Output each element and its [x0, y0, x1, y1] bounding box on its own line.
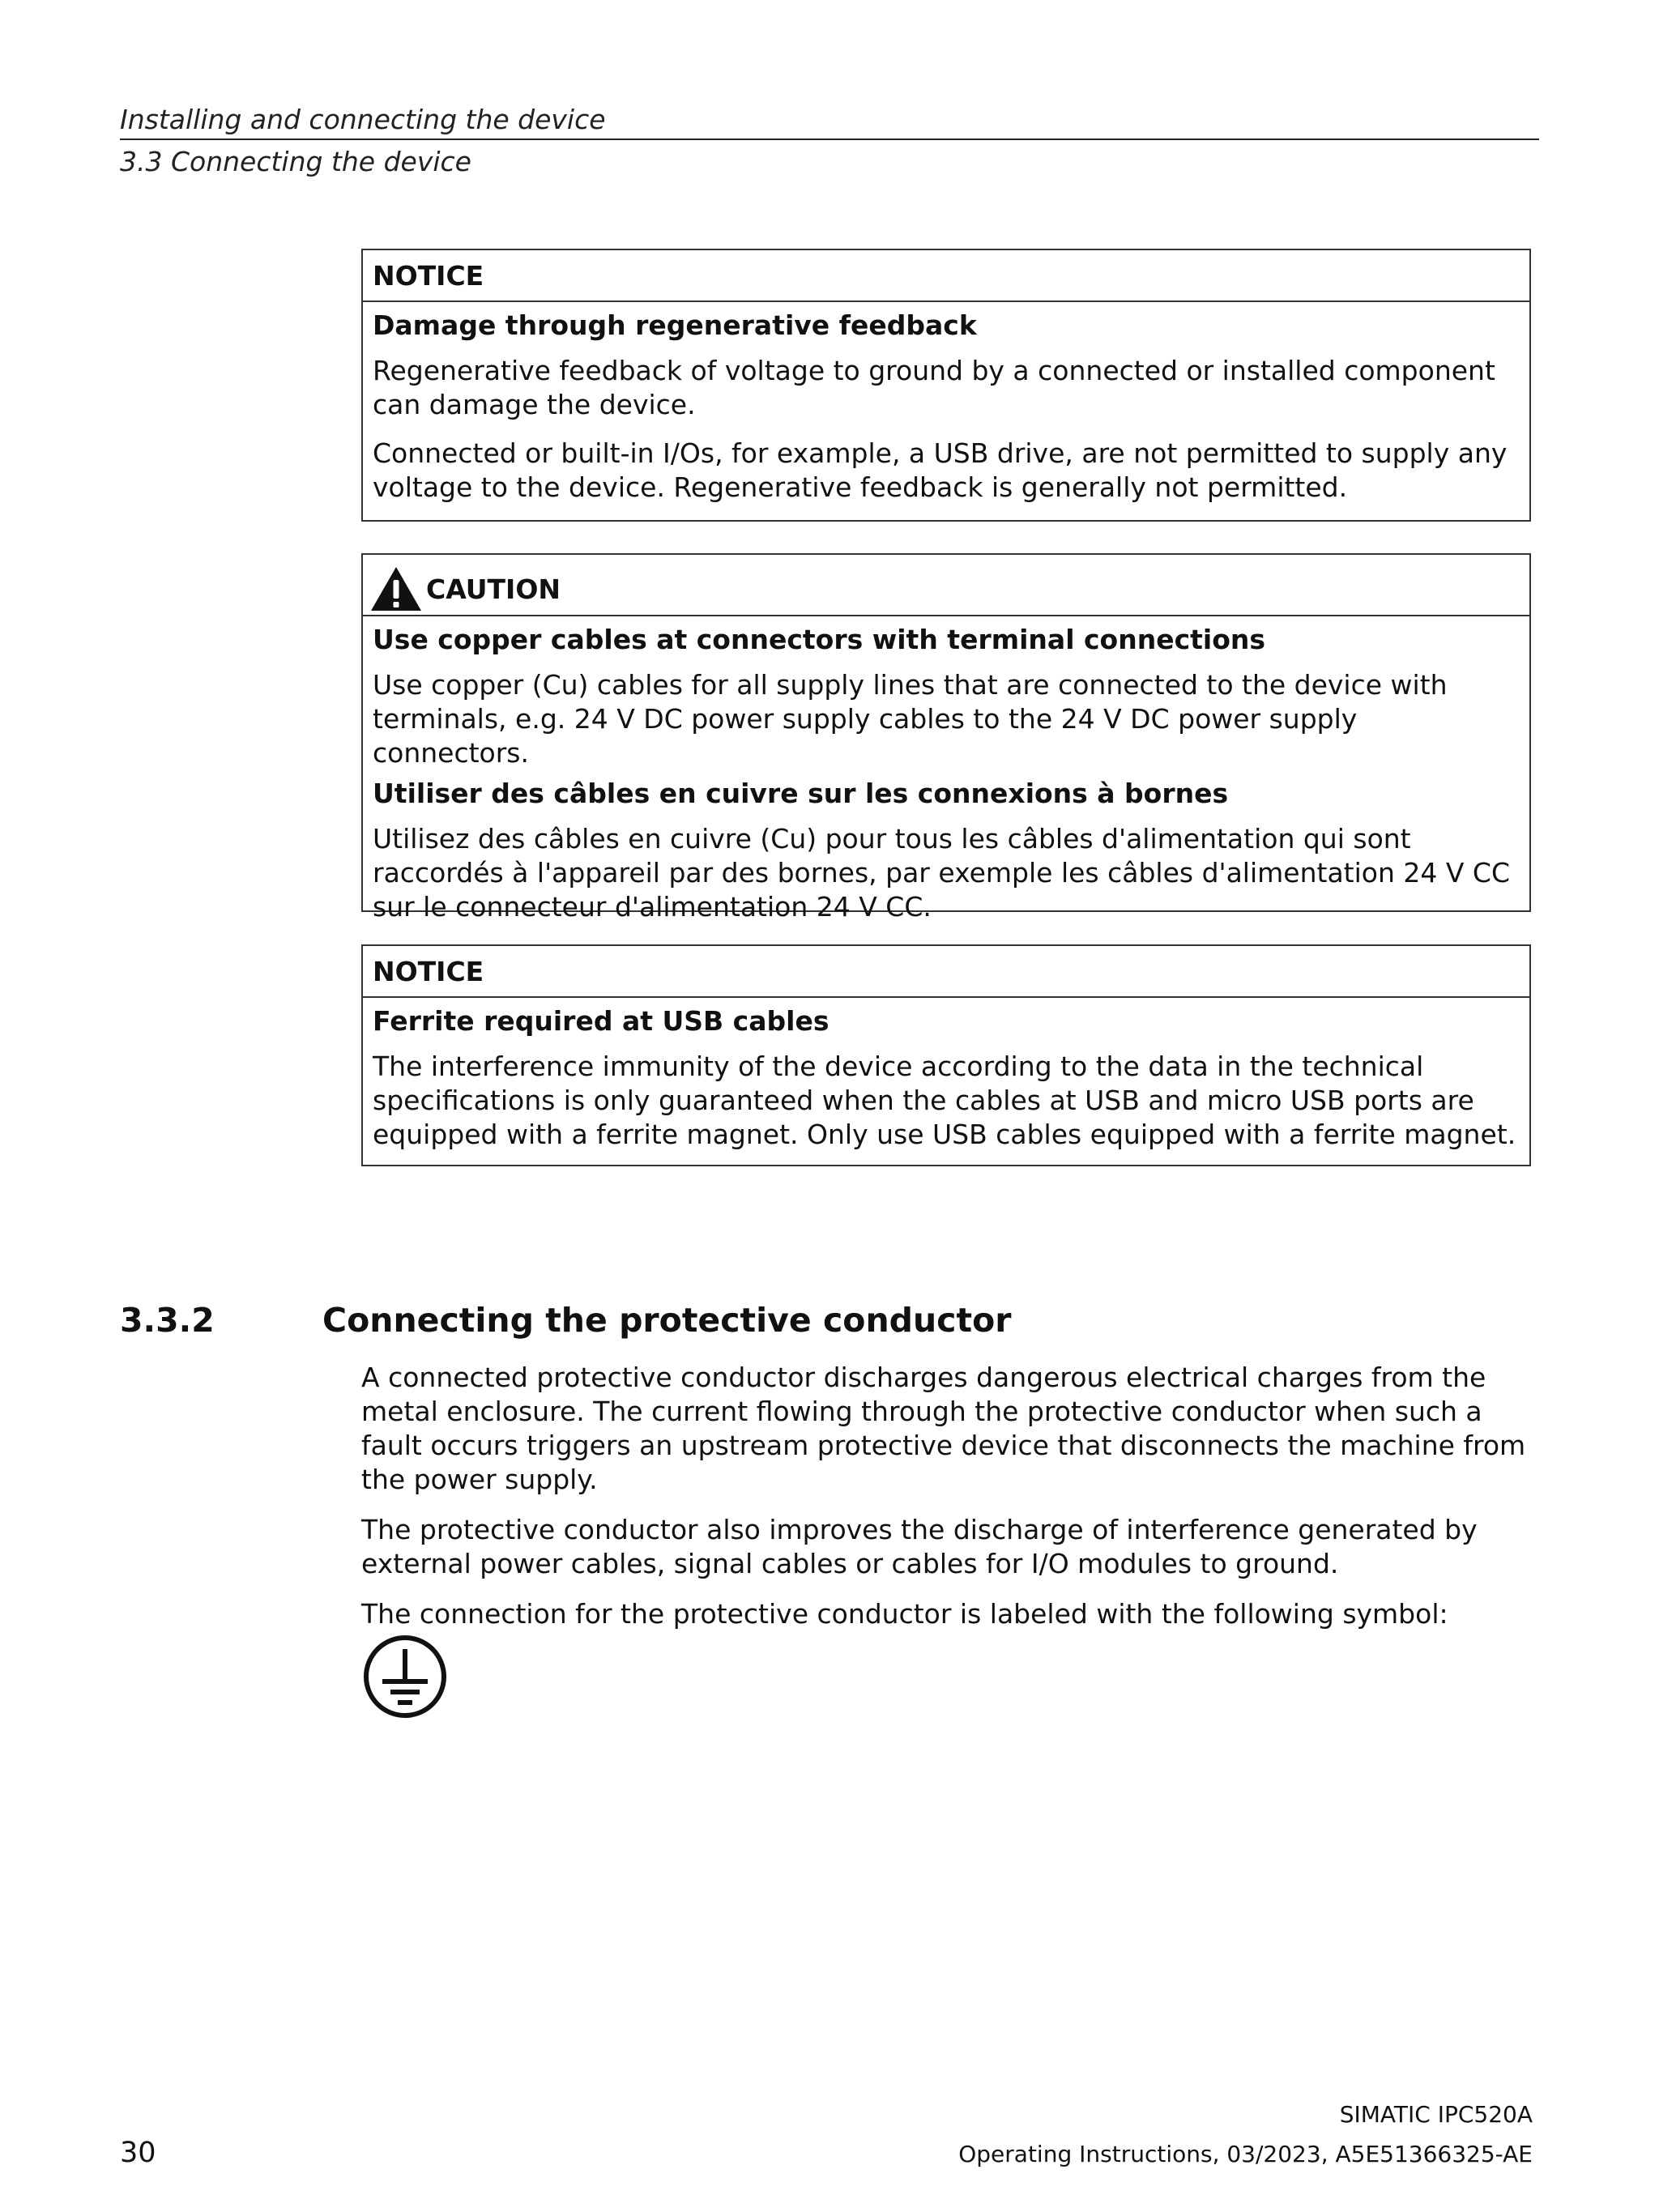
footer-doc-ref: Operating Instructions, 03/2023, A5E51366325-AE — [958, 2141, 1533, 2167]
caution-text-fr: Utilisez des câbles en cuivre (Cu) pour tous les câbles d'alimentation qui sont raccordés à l'appareil par des bornes, par exemple les câbles d'alimentation 24 V CC sur le connecteur d'alimentation 24 V CC. — [373, 823, 1510, 923]
notice-body — [363, 302, 1529, 513]
section-paragraph: The connection for the protective conductor is labeled with the following symbol: — [361, 1598, 1448, 1630]
notice-title: Damage through regenerative feedback — [373, 309, 977, 341]
protective-earth-icon — [361, 1633, 449, 1720]
notice-body — [363, 998, 1529, 1160]
caution-body — [363, 616, 1529, 932]
caution-label: CAUTION — [426, 573, 561, 605]
notice-box-regenerative-feedback — [361, 249, 1531, 522]
warning-triangle-icon — [369, 565, 423, 612]
section-title: Connecting the protective conductor — [322, 1301, 1012, 1340]
caution-title-en: Use copper cables at connectors with terminal connections — [373, 624, 1266, 655]
caution-title-fr: Utiliser des câbles en cuivre sur les connexions à bornes — [373, 778, 1229, 809]
notice-paragraph: The interference immunity of the device according to the data in the technical specifications is only guaranteed when the cables at USB and micro USB ports are equipped with a ferrite magnet. Only use USB cables equipped with a ferrite magnet. — [373, 1051, 1516, 1150]
footer-product: SIMATIC IPC520A — [1339, 2101, 1533, 2128]
notice-label: NOTICE — [363, 250, 1529, 302]
section-paragraph: A connected protective conductor discharges dangerous electrical charges from the metal enclosure. The current flowing through the protective conductor when such a fault occurs triggers an upstream protective device that disconnects the machine from the power supply. — [361, 1362, 1526, 1495]
caution-header — [363, 555, 1529, 616]
caution-text-en: Use copper (Cu) cables for all supply lines that are connected to the device with terminals, e.g. 24 V DC power supply cables to the 24 V DC power supply connectors. — [373, 669, 1448, 769]
running-header-chapter: Installing and connecting the device — [120, 104, 606, 135]
section-paragraph: The protective conductor also improves the discharge of interference generated by external power cables, signal cables or cables for I/O modules to ground. — [361, 1514, 1478, 1579]
caution-box-copper-cables — [361, 553, 1531, 923]
notice-title: Ferrite required at USB cables — [373, 1005, 830, 1037]
header-rule — [120, 139, 1539, 140]
notice-paragraph: Connected or built-in I/Os, for example, a USB drive, are not permitted to supply any voltage to the device. Regenerative feedback is generally not permitted. — [373, 437, 1508, 503]
running-header-section: 3.3 Connecting the device — [120, 146, 471, 177]
section-body — [361, 1361, 1536, 1647]
notice-label: NOTICE — [363, 946, 1529, 998]
notice-box-ferrite — [361, 944, 1531, 1166]
notice-paragraph: Regenerative feedback of voltage to ground by a connected or installed component can damage the device. — [373, 355, 1495, 420]
section-number: 3.3.2 — [120, 1301, 215, 1340]
page-number: 30 — [120, 2137, 156, 2169]
